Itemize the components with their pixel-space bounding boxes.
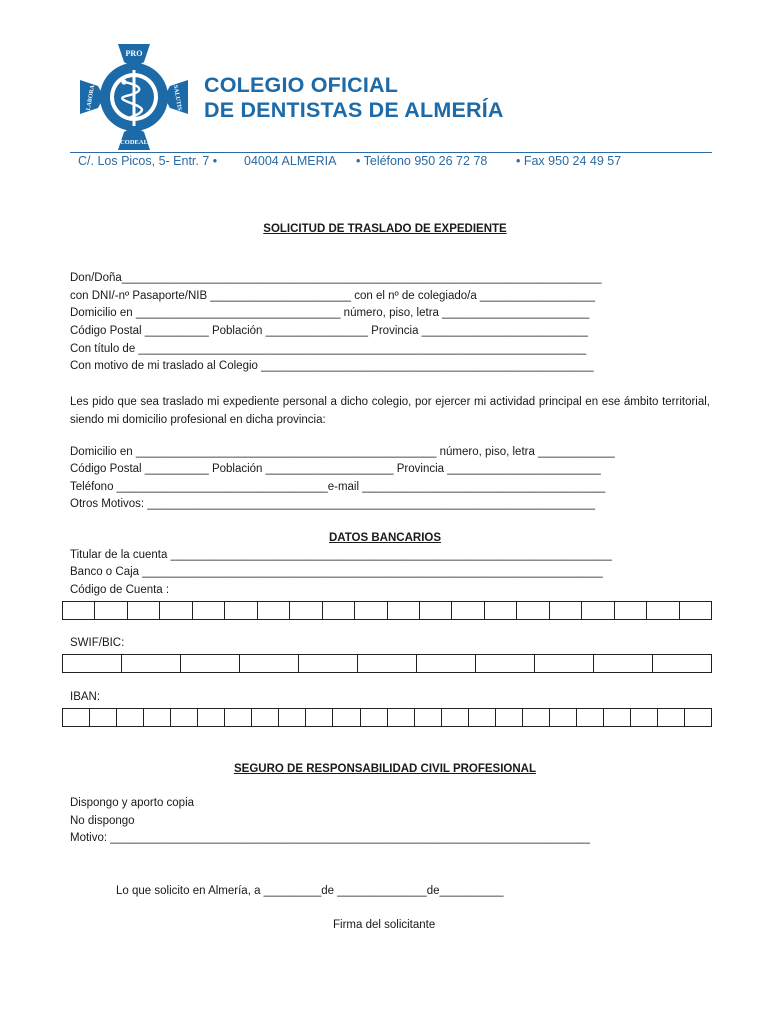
college-logo xyxy=(78,42,190,152)
digit-box[interactable] xyxy=(604,709,631,726)
swift-boxes[interactable] xyxy=(62,654,712,673)
org-name-line2: DE DENTISTAS DE ALMERÍA xyxy=(204,98,504,122)
org-name-line1: COLEGIO OFICIAL xyxy=(204,73,399,97)
digit-box[interactable] xyxy=(388,709,415,726)
digit-box[interactable] xyxy=(417,655,476,672)
insurance-section-title: SEGURO DE RESPONSABILIDAD CIVIL PROFESIONAL xyxy=(233,763,536,775)
form-title: SOLICITUD DE TRASLADO DE EXPEDIENTE xyxy=(263,223,507,235)
digit-box[interactable] xyxy=(485,602,517,619)
seal-text-labora: LABORA xyxy=(85,84,97,111)
swift-label: SWIF/BIC: xyxy=(70,637,125,649)
digit-box[interactable] xyxy=(171,709,198,726)
request-paragraph: Les pido que sea traslado mi expediente personal a dicho colegio, por ejercer mi actividad principal en ese ámbito territorial, siendo mi domicilio profesional en dicha provincia: xyxy=(70,396,710,426)
digit-box[interactable] xyxy=(252,709,279,726)
digit-box[interactable] xyxy=(160,602,192,619)
digit-box[interactable] xyxy=(306,709,333,726)
header-divider xyxy=(70,152,712,153)
dental-cross-emblem-icon xyxy=(78,42,190,152)
digit-box[interactable] xyxy=(476,655,535,672)
field-reason-college[interactable]: Con motivo de mi traslado al Colegio ____________________________________________________ xyxy=(70,360,594,372)
digit-box[interactable] xyxy=(452,602,484,619)
digit-box[interactable] xyxy=(299,655,358,672)
digit-box[interactable] xyxy=(355,602,387,619)
digit-box[interactable] xyxy=(550,602,582,619)
digit-box[interactable] xyxy=(63,709,90,726)
signature-label: Firma del solicitante xyxy=(333,919,436,931)
field-address[interactable]: Domicilio en ________________________________ número, piso, letra _______________________ xyxy=(70,307,590,319)
field-postal-city-province[interactable]: Código Postal __________ Población ________________ Provincia __________________________ xyxy=(70,325,588,337)
digit-box[interactable] xyxy=(517,602,549,619)
digit-box[interactable] xyxy=(582,602,614,619)
seal-text-codeal: CODEAL xyxy=(120,139,148,146)
digit-box[interactable] xyxy=(144,709,171,726)
digit-box[interactable] xyxy=(550,709,577,726)
field-account-holder[interactable]: Titular de la cuenta _____________________________________________________________________ xyxy=(70,549,612,561)
seal-text-salutis: SALUTIS xyxy=(171,84,183,111)
iban-label: IBAN: xyxy=(70,691,101,703)
field-dni-colegiado[interactable]: con DNI/-nº Pasaporte/NIB ______________________ con el nº de colegiado/a __________________ xyxy=(70,290,596,302)
digit-box[interactable] xyxy=(615,602,647,619)
digit-box[interactable] xyxy=(122,655,181,672)
digit-box[interactable] xyxy=(653,655,711,672)
digit-box[interactable] xyxy=(631,709,658,726)
digit-box[interactable] xyxy=(577,709,604,726)
digit-box[interactable] xyxy=(63,602,95,619)
digit-box[interactable] xyxy=(420,602,452,619)
iban-boxes[interactable] xyxy=(62,708,712,727)
field-phone-email[interactable]: Teléfono _________________________________e-mail ______________________________________ xyxy=(70,481,606,493)
digit-box[interactable] xyxy=(685,709,711,726)
digit-box[interactable] xyxy=(95,602,127,619)
digit-box[interactable] xyxy=(388,602,420,619)
digit-box[interactable] xyxy=(225,602,257,619)
digit-box[interactable] xyxy=(647,602,679,619)
digit-box[interactable] xyxy=(442,709,469,726)
digit-box[interactable] xyxy=(323,602,355,619)
digit-box[interactable] xyxy=(193,602,225,619)
insurance-option-none[interactable]: No dispongo xyxy=(70,815,135,827)
seal-text-pro: PRO xyxy=(125,49,143,58)
digit-box[interactable] xyxy=(658,709,685,726)
account-code-label: Código de Cuenta : xyxy=(70,584,170,596)
digit-box[interactable] xyxy=(535,655,594,672)
field-prof-address[interactable]: Domicilio en _______________________________________________ número, piso, letra ____________ xyxy=(70,446,615,458)
field-other-reasons[interactable]: Otros Motivos: ______________________________________________________________________ xyxy=(70,498,596,510)
digit-box[interactable] xyxy=(225,709,252,726)
postal-text: 04004 ALMERIA xyxy=(244,154,337,168)
account-code-boxes[interactable] xyxy=(62,601,712,620)
digit-box[interactable] xyxy=(415,709,442,726)
digit-box[interactable] xyxy=(523,709,550,726)
place-date-line[interactable]: Lo que solicito en Almería, a _________de ______________de__________ xyxy=(116,885,504,897)
digit-box[interactable] xyxy=(290,602,322,619)
digit-box[interactable] xyxy=(279,709,306,726)
digit-box[interactable] xyxy=(594,655,653,672)
digit-box[interactable] xyxy=(258,602,290,619)
digit-box[interactable] xyxy=(117,709,144,726)
digit-box[interactable] xyxy=(128,602,160,619)
insurance-option-has-copy[interactable]: Dispongo y aporto copia xyxy=(70,797,195,809)
digit-box[interactable] xyxy=(680,602,711,619)
digit-box[interactable] xyxy=(361,709,388,726)
field-insurance-reason[interactable]: Motivo: ___________________________________________________________________________ xyxy=(70,832,590,844)
field-prof-postal-city-province[interactable]: Código Postal __________ Población ____________________ Provincia ________________________ xyxy=(70,463,601,475)
digit-box[interactable] xyxy=(496,709,523,726)
digit-box[interactable] xyxy=(90,709,117,726)
digit-box[interactable] xyxy=(63,655,122,672)
fax-text: • Fax 950 24 49 57 xyxy=(516,154,622,168)
digit-box[interactable] xyxy=(469,709,496,726)
digit-box[interactable] xyxy=(240,655,299,672)
phone-text: • Teléfono 950 26 72 78 xyxy=(356,154,488,168)
digit-box[interactable] xyxy=(333,709,360,726)
bank-section-title: DATOS BANCARIOS xyxy=(328,532,442,544)
field-title[interactable]: Con título de ______________________________________________________________________ xyxy=(70,343,587,355)
field-name[interactable]: Don/Doña___________________________________________________________________________ xyxy=(70,272,602,284)
address-text: C/. Los Picos, 5- Entr. 7 • xyxy=(78,154,218,168)
digit-box[interactable] xyxy=(181,655,240,672)
digit-box[interactable] xyxy=(198,709,225,726)
digit-box[interactable] xyxy=(358,655,417,672)
field-bank[interactable]: Banco o Caja ________________________________________________________________________ xyxy=(70,566,603,578)
